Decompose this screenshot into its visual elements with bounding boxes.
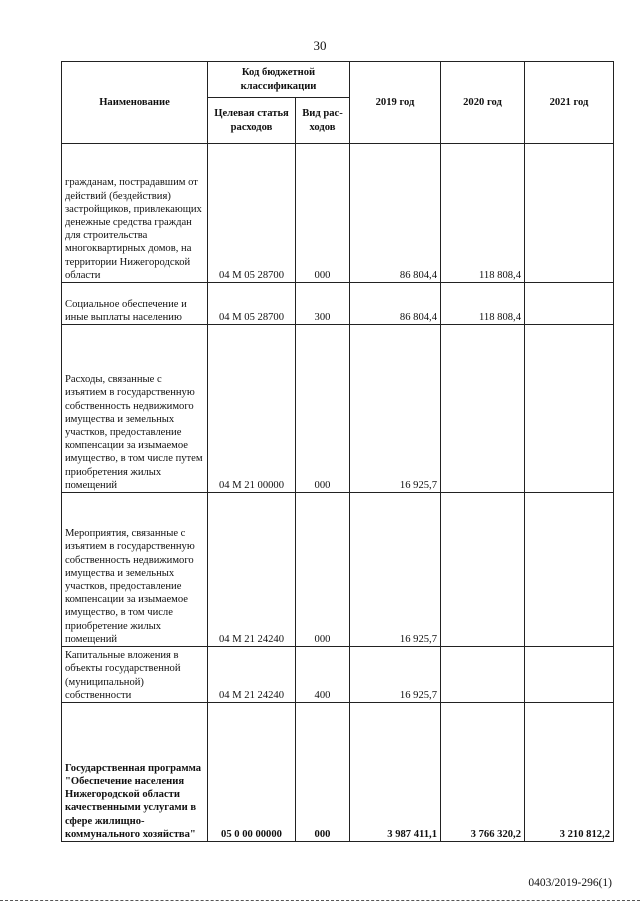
header-code-group: Код бюджетной классификации: [208, 62, 350, 98]
row-type: 000: [296, 144, 350, 283]
row-2020: 3 766 320,2: [441, 703, 525, 842]
row-target: 04 М 05 28700: [208, 144, 296, 283]
row-2020: [441, 647, 525, 703]
budget-table: [61, 61, 614, 842]
row-target: 04 М 21 00000: [208, 325, 296, 493]
header-2020: 2020 год: [441, 62, 525, 144]
row-2020: 118 808,4: [441, 144, 525, 283]
row-2019: 16 925,7: [350, 493, 441, 647]
header-2019: 2019 год: [350, 62, 441, 144]
row-type: 300: [296, 283, 350, 325]
row-type: 000: [296, 703, 350, 842]
row-2019: 86 804,4: [350, 283, 441, 325]
row-type: 000: [296, 325, 350, 493]
row-type: 000: [296, 493, 350, 647]
row-2021: [525, 325, 614, 493]
row-name: Расходы, связанные с изъятием в государственную собственность недвижимого имущества и земельных участков, предоставление компенсации за изымаемое имущество, в том числе путем приобретения жилых помещений: [62, 325, 208, 493]
row-2021: [525, 283, 614, 325]
row-name: Мероприятия, связанные с изъятием в государственную собственность недвижимого имущества и земельных участков, предоставление компенсации за изымаемое имущество, в том числе приобретение жилых помещений: [62, 493, 208, 647]
table-row: [62, 144, 614, 283]
header-target: Целевая статья расходов: [208, 98, 296, 144]
header-type: Вид рас-ходов: [296, 98, 350, 144]
row-2021: 3 210 812,2: [525, 703, 614, 842]
row-name: гражданам, пострадавшим от действий (бездействия) застройщиков, привлекающих денежные средства граждан для строительства многоквартирных домов, на территории Нижегородской области: [62, 144, 208, 283]
header-name: Наименование: [62, 62, 208, 144]
page-number: 30: [313, 38, 327, 53]
row-2020: [441, 325, 525, 493]
row-2021: [525, 144, 614, 283]
row-2019: 16 925,7: [350, 325, 441, 493]
row-2020: 118 808,4: [441, 283, 525, 325]
row-2021: [525, 647, 614, 703]
row-target: 04 М 21 24240: [208, 493, 296, 647]
table-row: [62, 493, 614, 647]
row-target: 04 М 21 24240: [208, 647, 296, 703]
table-row: [62, 325, 614, 493]
row-2020: [441, 493, 525, 647]
document-code: 0403/2019-296(1): [528, 877, 612, 889]
table-row: [62, 647, 614, 703]
table-row: [62, 703, 614, 842]
table-row: [62, 283, 614, 325]
row-2019: 16 925,7: [350, 647, 441, 703]
row-2021: [525, 493, 614, 647]
header-2021: 2021 год: [525, 62, 614, 144]
row-target: 04 М 05 28700: [208, 283, 296, 325]
row-2019: 86 804,4: [350, 144, 441, 283]
row-2019: 3 987 411,1: [350, 703, 441, 842]
bottom-divider: [0, 900, 640, 901]
row-type: 400: [296, 647, 350, 703]
row-target: 05 0 00 00000: [208, 703, 296, 842]
row-name: Государственная программа "Обеспечение населения Нижегородской области качественными услугами в сфере жилищно-коммунального хозяйства": [62, 703, 208, 842]
row-name: Капитальные вложения в объекты государственной (муниципальной) собственности: [62, 647, 208, 703]
row-name: Социальное обеспечение и иные выплаты населению: [62, 283, 208, 325]
